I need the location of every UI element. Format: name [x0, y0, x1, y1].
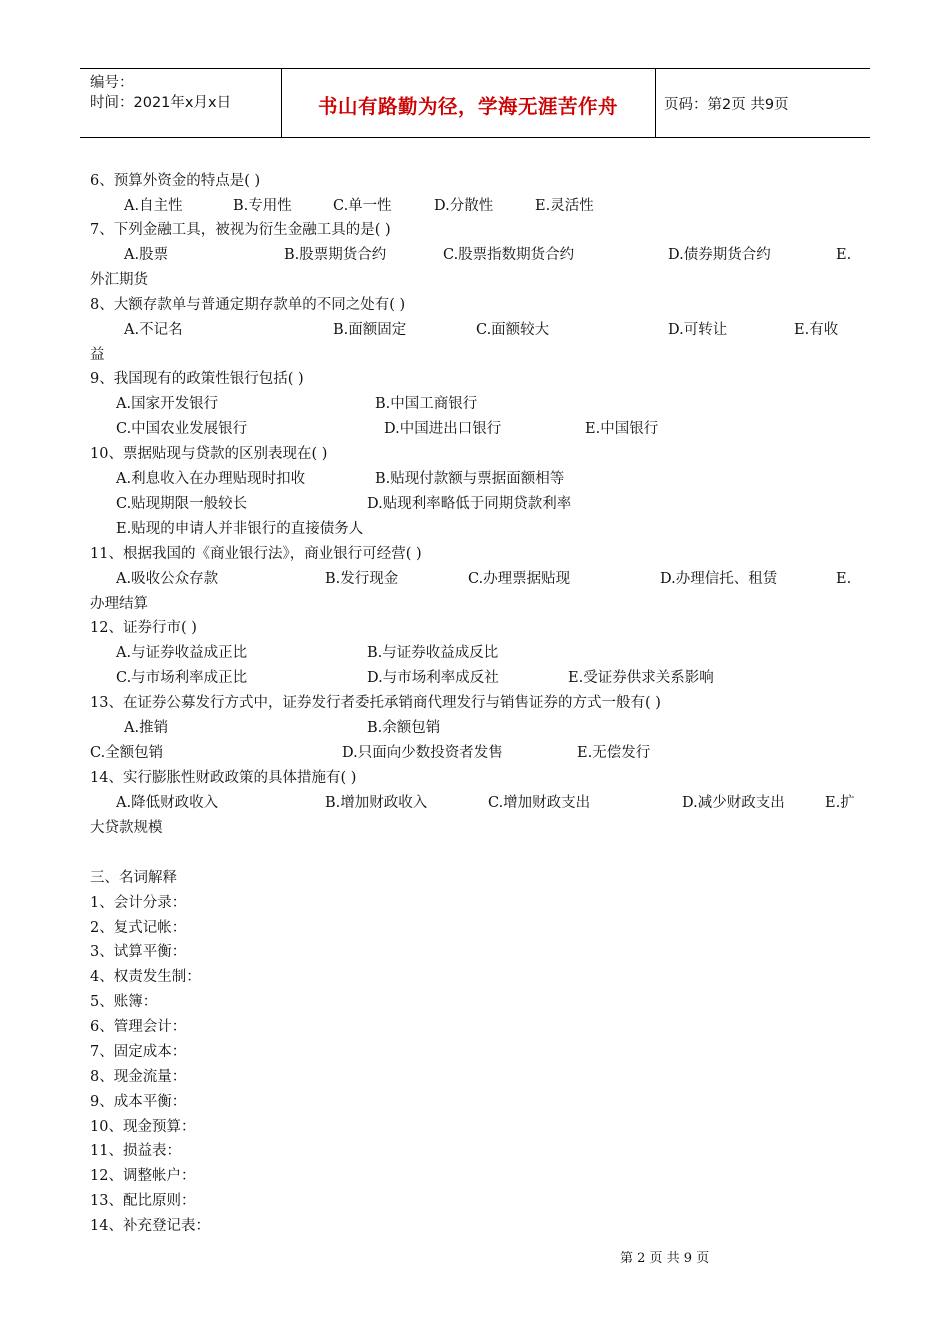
q7-option-c: C.股票指数期货合约 — [443, 247, 575, 263]
q10-option-c: C.贴现期限一般较长 — [116, 496, 248, 512]
q10-option-d: D.贴现利率略低于同期贷款利率 — [367, 496, 572, 512]
q11-option-b: B.发行现金 — [325, 571, 399, 587]
q7-option-b: B.股票期货合约 — [284, 247, 387, 263]
q13-option-e: E.无偿发行 — [577, 745, 651, 761]
term-item: 1、会计分录： — [90, 895, 187, 911]
q11-option-c: C.办理票据贴现 — [468, 571, 571, 587]
q14-option-d: D.减少财政支出 — [682, 795, 785, 811]
q14-option-c: C.增加财政支出 — [488, 795, 591, 811]
q14-option-e: E.扩 — [825, 795, 855, 811]
term-item: 6、管理会计： — [90, 1019, 187, 1035]
q14-option-a: A.降低财政收入 — [116, 795, 219, 811]
q9-option-d: D.中国进出口银行 — [384, 421, 502, 437]
header-date: 时间：2021年x月x日 — [90, 95, 232, 111]
page-header — [80, 68, 870, 138]
q13-option-b: B.余额包销 — [367, 720, 441, 736]
header-motto: 书山有路勤为径，学海无涯苦作舟 — [317, 95, 618, 118]
header-meta — [90, 73, 231, 113]
term-item: 7、固定成本： — [90, 1044, 187, 1060]
q11-option-e-continued: 办理结算 — [90, 596, 148, 612]
question-12: 12、证券行市( ) — [90, 620, 197, 636]
q12-option-e: E.受证券供求关系影响 — [568, 670, 714, 686]
q8-option-a: A.不记名 — [124, 322, 183, 338]
term-item: 9、成本平衡： — [90, 1094, 187, 1110]
term-item: 4、权责发生制： — [90, 969, 201, 985]
question-6: 6、预算外资金的特点是( ) — [90, 173, 261, 189]
q8-option-d: D.可转让 — [668, 322, 728, 338]
q11-option-a: A.吸收公众存款 — [116, 571, 219, 587]
header-page-number: 页码：第2页 共9页 — [664, 97, 789, 113]
q10-option-b: B.贴现付款额与票据面额相等 — [375, 471, 565, 487]
question-10: 10、票据贴现与贷款的区别表现在( ) — [90, 446, 328, 462]
q7-option-a: A.股票 — [124, 247, 169, 263]
q13-option-d: D.只面向少数投资者发售 — [342, 745, 503, 761]
question-8: 8、大额存款单与普通定期存款单的不同之处有( ) — [90, 297, 406, 313]
header-divider-right — [655, 69, 656, 137]
term-item: 3、试算平衡： — [90, 944, 187, 960]
term-item: 8、现金流量： — [90, 1069, 187, 1085]
page-footer: 第 2 页 共 9 页 — [620, 1251, 710, 1266]
question-14: 14、实行膨胀性财政政策的具体措施有( ) — [90, 770, 357, 786]
term-item: 11、损益表： — [90, 1143, 181, 1159]
term-item: 10、现金预算： — [90, 1119, 196, 1135]
term-item: 14、补充登记表： — [90, 1218, 210, 1234]
q8-option-b: B.面额固定 — [333, 322, 407, 338]
question-13: 13、在证券公募发行方式中，证券发行者委托承销商代理发行与销售证券的方式一般有( ) — [90, 695, 661, 711]
q6-option-e: E.灵活性 — [535, 198, 594, 214]
q8-option-c: C.面额较大 — [476, 322, 550, 338]
q12-option-d: D.与市场利率成反社 — [367, 670, 499, 686]
q13-option-a: A.推销 — [124, 720, 169, 736]
q6-option-c: C.单一性 — [333, 198, 392, 214]
q14-option-e-continued: 大贷款规模 — [90, 820, 163, 836]
q8-option-e-continued: 益 — [90, 347, 105, 363]
q9-option-c: C.中国农业发展银行 — [116, 421, 248, 437]
q9-option-a: A.国家开发银行 — [116, 396, 219, 412]
section-3-title: 三、名词解释 — [90, 870, 177, 886]
q8-option-e: E.有收 — [794, 322, 839, 338]
q7-option-e: E. — [836, 247, 852, 263]
q9-option-e: E.中国银行 — [585, 421, 659, 437]
question-11: 11、根据我国的《商业银行法》，商业银行可经营( ) — [90, 546, 422, 562]
q6-option-a: A.自主性 — [124, 198, 183, 214]
q10-option-e: E.贴现的申请人并非银行的直接债务人 — [116, 521, 364, 537]
q12-option-c: C.与市场利率成正比 — [116, 670, 248, 686]
q7-option-e-continued: 外汇期货 — [90, 272, 148, 288]
question-7: 7、下列金融工具，被视为衍生金融工具的是( ) — [90, 222, 391, 238]
q6-option-b: B.专用性 — [233, 198, 292, 214]
term-item: 12、调整帐户： — [90, 1168, 196, 1184]
q6-option-d: D.分散性 — [434, 198, 494, 214]
q10-option-a: A.利息收入在办理贴现时扣收 — [116, 471, 306, 487]
q13-option-c: C.全额包销 — [90, 745, 164, 761]
q11-option-e: E. — [836, 571, 852, 587]
question-9: 9、我国现有的政策性银行包括( ) — [90, 371, 304, 387]
q7-option-d: D.债券期货合约 — [668, 247, 771, 263]
term-item: 2、复式记帐： — [90, 920, 187, 936]
term-item: 5、账簿： — [90, 994, 158, 1010]
q11-option-d: D.办理信托、租赁 — [660, 571, 778, 587]
q14-option-b: B.增加财政收入 — [325, 795, 428, 811]
header-serial-label: 编号： — [90, 75, 134, 91]
q12-option-b: B.与证券收益成反比 — [367, 645, 499, 661]
q9-option-b: B.中国工商银行 — [375, 396, 478, 412]
q12-option-a: A.与证券收益成正比 — [116, 645, 248, 661]
term-item: 13、配比原则： — [90, 1193, 196, 1209]
